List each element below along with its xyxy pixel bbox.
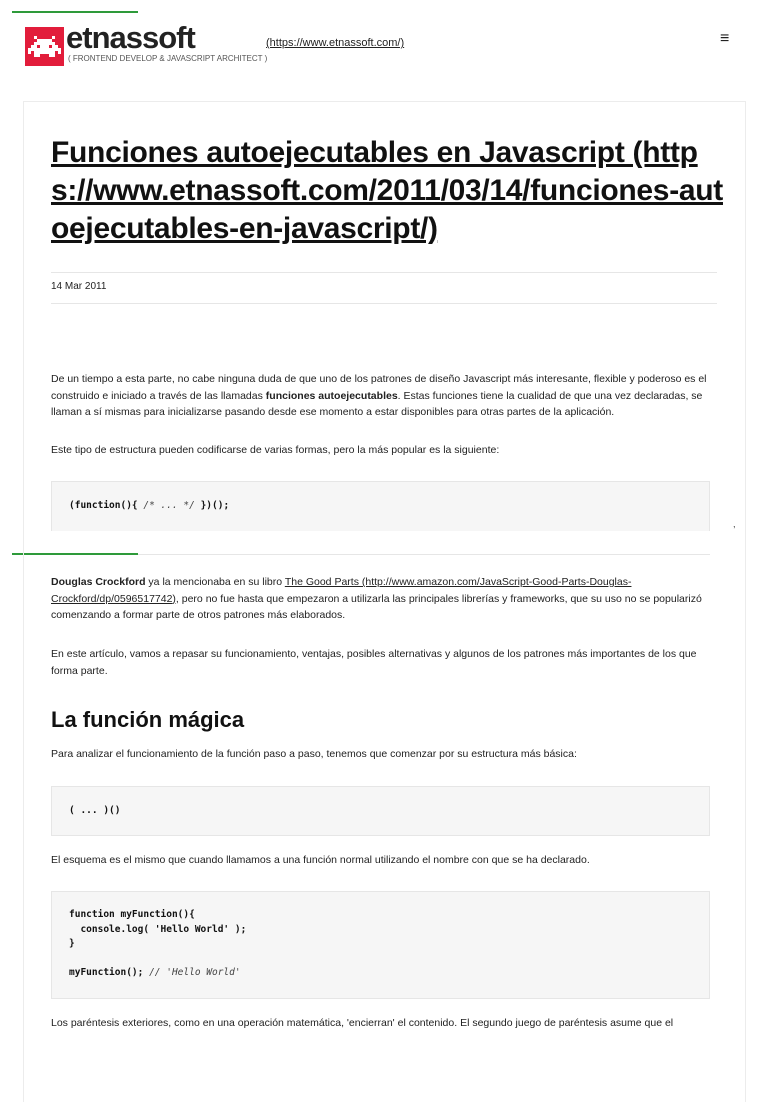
overview-paragraph: En este artículo, vamos a repasar su funcionamiento, ventajas, posibles alternativas y algunos de los patrones más importantes de los que forma parte. bbox=[51, 648, 697, 677]
scheme-paragraph: El esquema es el mismo que cuando llamamos a una función normal utilizando el nombre con que se ha declarado. bbox=[51, 854, 590, 866]
code-block-parens bbox=[51, 786, 710, 836]
structure-paragraph: Este tipo de estructura pueden codificarse de varias formas, pero la más popular es la siguiente: bbox=[51, 444, 500, 456]
code-keyword: (function(){ bbox=[69, 500, 138, 511]
code-line-5: myFunction(); bbox=[69, 967, 144, 978]
space-invader-logo-icon[interactable] bbox=[25, 27, 64, 66]
article-title-link[interactable]: Funciones autoejecutables en Javascript (https://www.etnassoft.com/2011/03/14/funciones-autoejecutables-en-javascript/) bbox=[51, 136, 723, 245]
code-block-basic bbox=[51, 481, 710, 531]
code-comment: /* ... */ bbox=[137, 500, 201, 511]
site-home-link[interactable]: (https://www.etnassoft.com/) bbox=[266, 37, 405, 49]
code-call: })(); bbox=[200, 500, 230, 511]
crockford-text-mid: ya la mencionaba en su libro bbox=[145, 576, 285, 588]
section-heading: La función mágica bbox=[51, 707, 245, 732]
code-parens: ( ... )() bbox=[69, 805, 121, 816]
code-block-function bbox=[51, 891, 710, 999]
crockford-text-end: , pero no fue hasta que empezaron a utilizarla las principales librerías y frameworks, que su uso no se popularizó comenzando a formar parte de otros patrones más elaborados. bbox=[51, 592, 702, 621]
site-logo-text[interactable]: etnassoft bbox=[66, 20, 195, 55]
parentheses-paragraph: Los paréntesis exteriores, como en una operación matemática, 'encierran' el contenido. El segundo juego de paréntesis asume que el bbox=[51, 1017, 674, 1029]
hamburger-menu-icon[interactable]: ≡ bbox=[720, 30, 730, 47]
analysis-paragraph: Para analizar el funcionamiento de la función paso a paso, tenemos que comenzar por su estructura más básica: bbox=[51, 748, 577, 760]
date-bottom-divider bbox=[51, 303, 717, 304]
code-line-3: } bbox=[69, 938, 75, 949]
scroll-mark: , bbox=[733, 519, 736, 529]
crockford-name: Douglas Crockford bbox=[51, 576, 146, 588]
code-line-2: console.log( 'Hello World' ); bbox=[69, 923, 247, 935]
article-date: 14 Mar 2011 bbox=[51, 281, 107, 292]
crockford-paragraph bbox=[51, 574, 717, 624]
intro-bold-term: funciones autoejecutables bbox=[265, 389, 398, 402]
code-line-1: function myFunction(){ bbox=[69, 909, 195, 920]
site-tagline: ( FRONTEND DEVELOP & JAVASCRIPT ARCHITECT ) bbox=[68, 54, 268, 63]
date-top-divider bbox=[51, 272, 717, 273]
intro-paragraph bbox=[51, 371, 717, 421]
code-line-5-comment: // 'Hello World' bbox=[143, 967, 241, 978]
site-header bbox=[0, 0, 768, 80]
intro-text-start: De un tiempo a esta parte, no cabe ninguna duda de que uno de los patrones de diseño Javascript más interesante, flexible y poderoso es el construido e iniciado a través de las llamadas bbox=[51, 373, 707, 402]
intro-text-end: . Estas funciones tiene la cualidad de que una vez declaradas, se llaman a sí mismas para inicializarse pasando desde ese momento a estar disponibles para otras partes de la aplicación. bbox=[51, 389, 703, 418]
good-parts-link[interactable]: The Good Parts (http://www.amazon.com/JavaScript-Good-Parts-Douglas-Crockford/dp/0596517742) bbox=[51, 576, 632, 605]
